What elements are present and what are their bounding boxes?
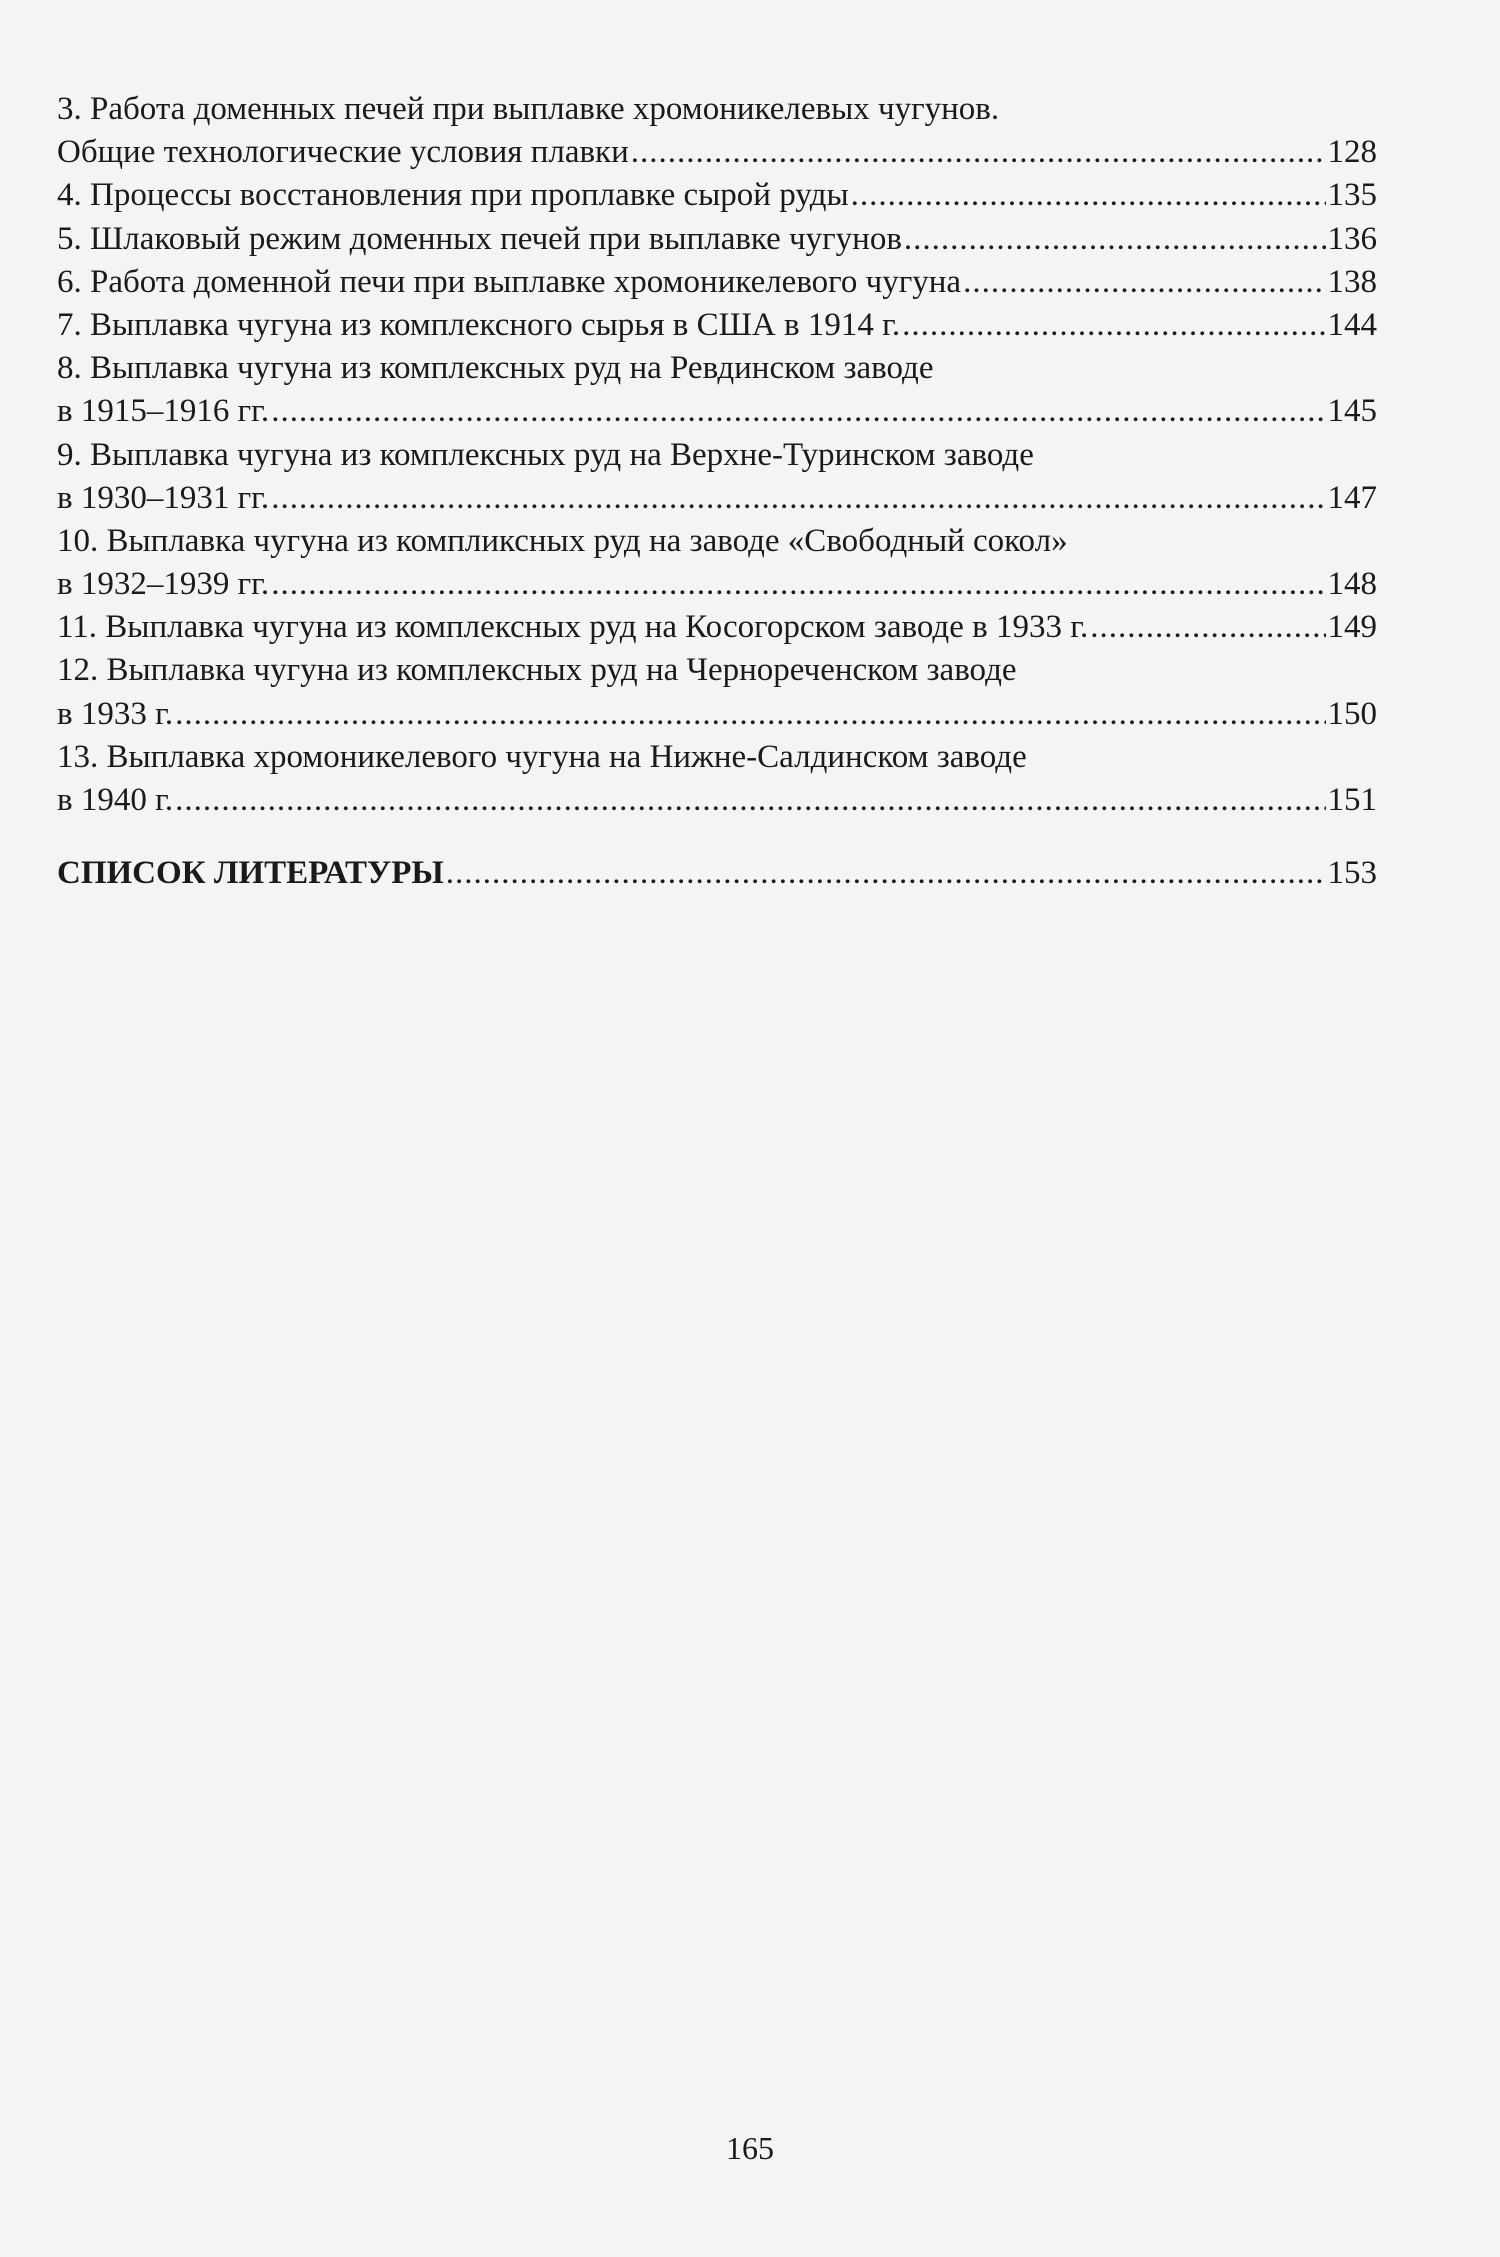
toc-entry (57, 347, 1377, 433)
toc-entry-title-continued: в 1915–1916 гг. (57, 393, 270, 430)
dot-leader (851, 174, 1326, 217)
toc-page-number: 138 (1327, 263, 1377, 300)
toc-page-number: 136 (1327, 220, 1377, 257)
toc-page-number: 144 (1327, 306, 1377, 343)
toc-page-number: 153 (1327, 855, 1377, 892)
toc-entry-title: 11. Выплавка чугуна из комплексных руд на Косогорском заводе в 1933 г. (57, 609, 1089, 646)
toc-entry (57, 434, 1377, 520)
toc-entry (57, 261, 1377, 304)
toc-entry (57, 88, 1377, 174)
toc-entry-title: 10. Выплавка чугуна из компликсных руд на заводе «Свободный сокол» (57, 522, 1068, 559)
toc-page-number: 150 (1327, 695, 1377, 732)
toc-entry-title-continued: в 1932–1939 гг. (57, 566, 270, 603)
dot-leader (631, 131, 1326, 174)
dot-leader (1090, 606, 1325, 649)
toc-entry-title-continued: в 1930–1931 гг. (57, 479, 270, 516)
toc-page-number: 149 (1327, 609, 1377, 646)
dot-leader (271, 390, 1325, 433)
dot-leader (902, 304, 1325, 347)
toc-entry (57, 174, 1377, 217)
toc-entry (57, 304, 1377, 347)
dot-leader (175, 779, 1325, 822)
toc-entry-title-continued: в 1940 г. (57, 782, 174, 818)
toc-entry (57, 606, 1377, 649)
toc-entry-title: 13. Выплавка хромоникелевого чугуна на Нижне-Салдинском заводе (57, 738, 1027, 775)
dot-leader (446, 852, 1326, 895)
toc-entry-title: 8. Выплавка чугуна из комплексных руд на Ревдинском заводе (57, 350, 934, 387)
table-of-contents (57, 88, 1377, 895)
toc-entry-title: 3. Работа доменных печей при выплавке хромоникелевых чугунов. (57, 91, 1000, 127)
toc-page-number: 147 (1327, 479, 1377, 516)
toc-entry-literature (57, 852, 1377, 895)
toc-page-number: 145 (1327, 393, 1377, 430)
literature-heading: СПИСОК ЛИТЕРАТУРЫ (57, 855, 444, 892)
page-number: 165 (726, 2130, 774, 2166)
toc-entry-title-continued: Общие технологические условия плавки (57, 134, 629, 171)
toc-entry (57, 218, 1377, 261)
dot-leader (175, 693, 1325, 736)
toc-entry-title-continued: в 1933 г. (57, 695, 174, 732)
toc-page-number: 128 (1327, 134, 1377, 171)
dot-leader (963, 261, 1325, 304)
toc-entry-title: 7. Выплавка чугуна из комплексного сырья в США в 1914 г. (57, 306, 901, 343)
toc-page-number: 148 (1327, 566, 1377, 603)
dot-leader (271, 477, 1325, 520)
toc-entry-title: 12. Выплавка чугуна из комплексных руд на Чернореченском заводе (57, 652, 1017, 689)
toc-page-number: 135 (1327, 177, 1377, 214)
toc-entry (57, 520, 1377, 606)
toc-entry-title: 9. Выплавка чугуна из комплексных руд на Верхне-Туринском заводе (57, 436, 1034, 473)
toc-entry-title: 4. Процессы восстановления при проплавке сырой руды (57, 177, 849, 214)
toc-entry-title: 5. Шлаковый режим доменных печей при выплавке чугунов (57, 220, 902, 257)
dot-leader (271, 563, 1325, 606)
toc-page-number: 151 (1327, 782, 1377, 818)
toc-entry-title: 6. Работа доменной печи при выплавке хромоникелевого чугуна (57, 263, 962, 300)
dot-leader (904, 218, 1326, 261)
toc-entry (57, 736, 1377, 822)
toc-entry (57, 649, 1377, 735)
